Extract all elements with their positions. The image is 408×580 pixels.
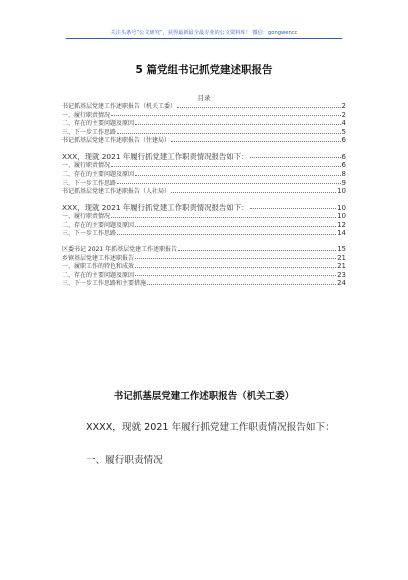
toc-leader-dots (111, 166, 341, 167)
toc-entry[interactable] (62, 111, 346, 120)
toc-entry[interactable] (62, 279, 346, 288)
toc-leader-dots (111, 217, 336, 218)
toc-entry-label: 区委书记 2021 年抓基层党建工作述职报告 (62, 245, 178, 253)
toc-entry[interactable] (62, 212, 346, 221)
toc-entry[interactable] (62, 170, 346, 179)
toc-entry-page: 14 (337, 229, 346, 238)
promo-banner: 关注头条号“公文研究”，获得最新最全最专业的公文资料库！ 微信：gongwencc (66, 29, 342, 39)
toc-entry[interactable] (62, 179, 346, 188)
intro-paragraph: XXXX，现就 2021 年履行抓党建工作职责情况报告如下： (86, 422, 335, 433)
toc-leader-dots (117, 234, 336, 235)
toc-entry-page: 10 (337, 212, 346, 221)
toc-entry-page: 8 (341, 169, 346, 178)
toc-entry-label: XXX，现就 2021 年履行抓党建工作职责情况报告如下： (62, 202, 249, 212)
toc-heading: 目录 (197, 94, 211, 102)
toc-leader-dots (135, 267, 336, 268)
document-title: 5 篇党组书记抓党建述职报告 (135, 64, 273, 76)
toc-entry-label: 三、下一步工作思路 (62, 128, 117, 136)
toc-entry-label: 乡镇基层党建工作述职报告 (62, 254, 135, 262)
toc-entry-label: 书记抓基层党建工作述职报告（人社局） (62, 188, 171, 196)
toc-leader-dots (135, 175, 341, 176)
toc-entry[interactable] (62, 136, 346, 145)
toc-leader-dots (171, 192, 336, 193)
section-title: 书记抓基层党建工作述职报告（机关工委） (113, 391, 295, 402)
toc-entry[interactable] (62, 221, 346, 230)
toc-leader-dots (135, 275, 336, 276)
toc-leader-dots (147, 284, 336, 285)
toc-entry-label: 一、履行职责情况 (62, 162, 111, 170)
toc-entry-page: 10 (337, 203, 346, 212)
toc-entry-label: 二、存在的主要问题及原因 (62, 221, 135, 229)
toc-entry[interactable] (62, 245, 346, 254)
toc-leader-dots (117, 183, 341, 184)
toc-entry-page: 15 (337, 244, 346, 253)
toc-leader-dots (117, 133, 341, 134)
toc-entry-page: 21 (337, 262, 346, 271)
toc-entry[interactable] (62, 161, 346, 170)
toc-entry[interactable] (62, 254, 346, 263)
toc-leader-dots (135, 124, 341, 125)
toc-entry-label: 一、履行职责情况 (62, 111, 111, 119)
toc-entry-label: 二、存在的主要问题及原因 (62, 170, 135, 178)
toc-entry-page: 24 (337, 279, 346, 288)
toc-entry[interactable] (62, 229, 346, 238)
toc-entry-page: 6 (341, 152, 346, 161)
toc-entry-label: 三、下一步工作思路 (62, 179, 117, 187)
toc-entry-label: 三、下一步工作思路和主要措施 (62, 280, 147, 288)
toc-entry-page: 4 (341, 119, 346, 128)
toc-entry[interactable] (62, 203, 346, 212)
toc-entry-label: 二、存在的主要问题及原因 (62, 120, 135, 128)
toc-entry-page: 5 (341, 127, 346, 136)
toc-entry-page: 12 (337, 220, 346, 229)
toc-leader-dots (111, 115, 341, 116)
toc-entry-page: 23 (337, 270, 346, 279)
toc-entry[interactable] (62, 119, 346, 128)
table-of-contents (62, 102, 346, 288)
toc-entry-page: 9 (341, 178, 346, 187)
toc-entry-page: 6 (341, 136, 346, 145)
toc-entry-page: 2 (341, 110, 346, 119)
heading-level-1: 一、履行职责情况 (86, 455, 163, 466)
toc-entry-page: 10 (337, 187, 346, 196)
toc-entry-label: 一、履职工作的特色和成效 (62, 263, 135, 271)
toc-entry[interactable] (62, 262, 346, 271)
toc-entry-page: 2 (341, 102, 346, 110)
toc-leader-dots (171, 141, 341, 142)
toc-entry[interactable] (62, 102, 346, 111)
toc-entry-label: 一、履行职责情况 (62, 213, 111, 221)
toc-entry-label: 二、存在的主要问题及原因 (62, 271, 135, 279)
toc-entry-page: 6 (341, 161, 346, 170)
toc-leader-dots (250, 208, 337, 209)
toc-leader-dots (135, 226, 336, 227)
toc-entry-label: 书记抓基层党建工作述职报告（住建局） (62, 137, 171, 145)
toc-leader-dots (178, 250, 336, 251)
toc-leader-dots (177, 107, 341, 108)
toc-entry-label: 书记抓基层党建工作述职报告（机关工委） (62, 103, 177, 110)
toc-entry[interactable] (62, 128, 346, 137)
toc-entry-label: 三、下一步工作思路 (62, 230, 117, 238)
toc-entry[interactable] (62, 187, 346, 196)
toc-entry[interactable] (62, 271, 346, 280)
toc-leader-dots (250, 157, 341, 158)
toc-entry[interactable] (62, 152, 346, 161)
toc-leader-dots (135, 258, 336, 259)
toc-entry-page: 21 (337, 253, 346, 262)
toc-entry-label: XXX，现就 2021 年履行抓党建工作职责情况报告如下： (62, 151, 249, 161)
